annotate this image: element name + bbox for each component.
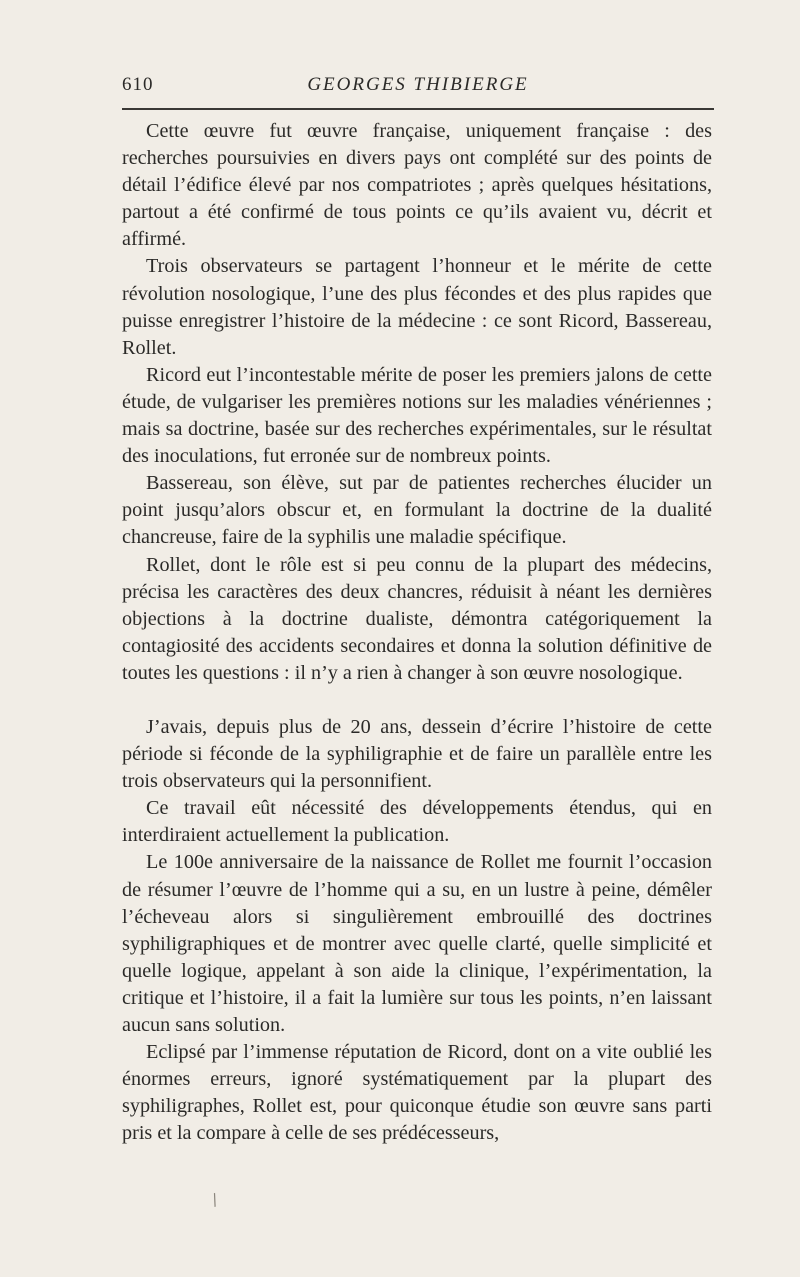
paragraph: Le 100e anniversaire de la naissance de Rollet me fournit l’occasion de résumer l’œuvre de l’homme qui a su, en un lustre à peine, démêler l’écheveau alors si singulièrement embrouillé des doctrines syphiligraphiques et de montrer avec quelle clarté, quelle simplicité et quelle logique, appelant à son aide la clinique, l’expérimentation, la critique et l’histoire, il a fait la lumière sur tous les points, n’en laissant aucun sans solution. (122, 851, 712, 1036)
running-title: GEORGES THIBIERGE (307, 74, 529, 95)
paragraph: J’avais, depuis plus de 20 ans, dessein d’écrire l’histoire de cette période si féconde de la syphiligraphie et de faire un parallèle entre les trois observateurs qui la personnifient. (122, 715, 712, 793)
page-number: 610 (122, 74, 154, 95)
paragraph: Trois observateurs se partagent l’honneur et le mérite de cette révolution nosologique, l’une des plus fécondes et des plus rapides que puisse enregistrer l’histoire de la médecine : ce sont Ricord, Bassereau, Rollet. (122, 255, 712, 359)
paragraph: Rollet, dont le rôle est si peu connu de la plupart des médecins, précisa les caractères des deux chancres, réduisit à néant les dernières objections à la doctrine dualiste, démontra catégoriquement la contagiosité des accidents secondaires et donna la solution définitive de toutes les questions : il n’y a rien à changer à son œuvre nosologique. (122, 553, 712, 684)
paragraph: Cette œuvre fut œuvre française, uniquement française : des recherches poursuivies en divers pays ont complété sur des points de détail l’édifice élevé par nos compatriotes ; après quelques hésitations, partout a été confirmé de tous points ce qu’ils avaient vu, décrit et affirmé. (122, 120, 712, 251)
paragraph: Ricord eut l’incontestable mérite de poser les premiers jalons de cette étude, de vulgariser les premières notions sur les maladies vénériennes ; mais sa doctrine, basée sur des recherches expérimentales, sur le résultat des inoculations, fut erronée sur de nombreux points. (122, 363, 712, 468)
paragraph: Ce travail eût nécessité des développements étendus, qui en interdiraient actuellement la publication. (122, 797, 712, 847)
paragraph: Eclipsé par l’immense réputation de Ricord, dont on a vite oublié les énormes erreurs, ignoré systématiquement par la plupart des syphiligraphes, Rollet est, pour quiconque étudie son œuvre sans parti pris et la compare à celle de ses prédécesseurs, (122, 1041, 712, 1145)
body-text (122, 118, 712, 1147)
paragraph: Bassereau, son élève, sut par de patientes recherches élucider un point jusqu’alors obscur et, en formulant la doctrine de la dualité chancreuse, faire de la syphilis une maladie spécifique. (122, 472, 712, 549)
page-header (122, 74, 714, 104)
header-rule (122, 108, 714, 110)
ink-mark: / (208, 1189, 221, 1210)
